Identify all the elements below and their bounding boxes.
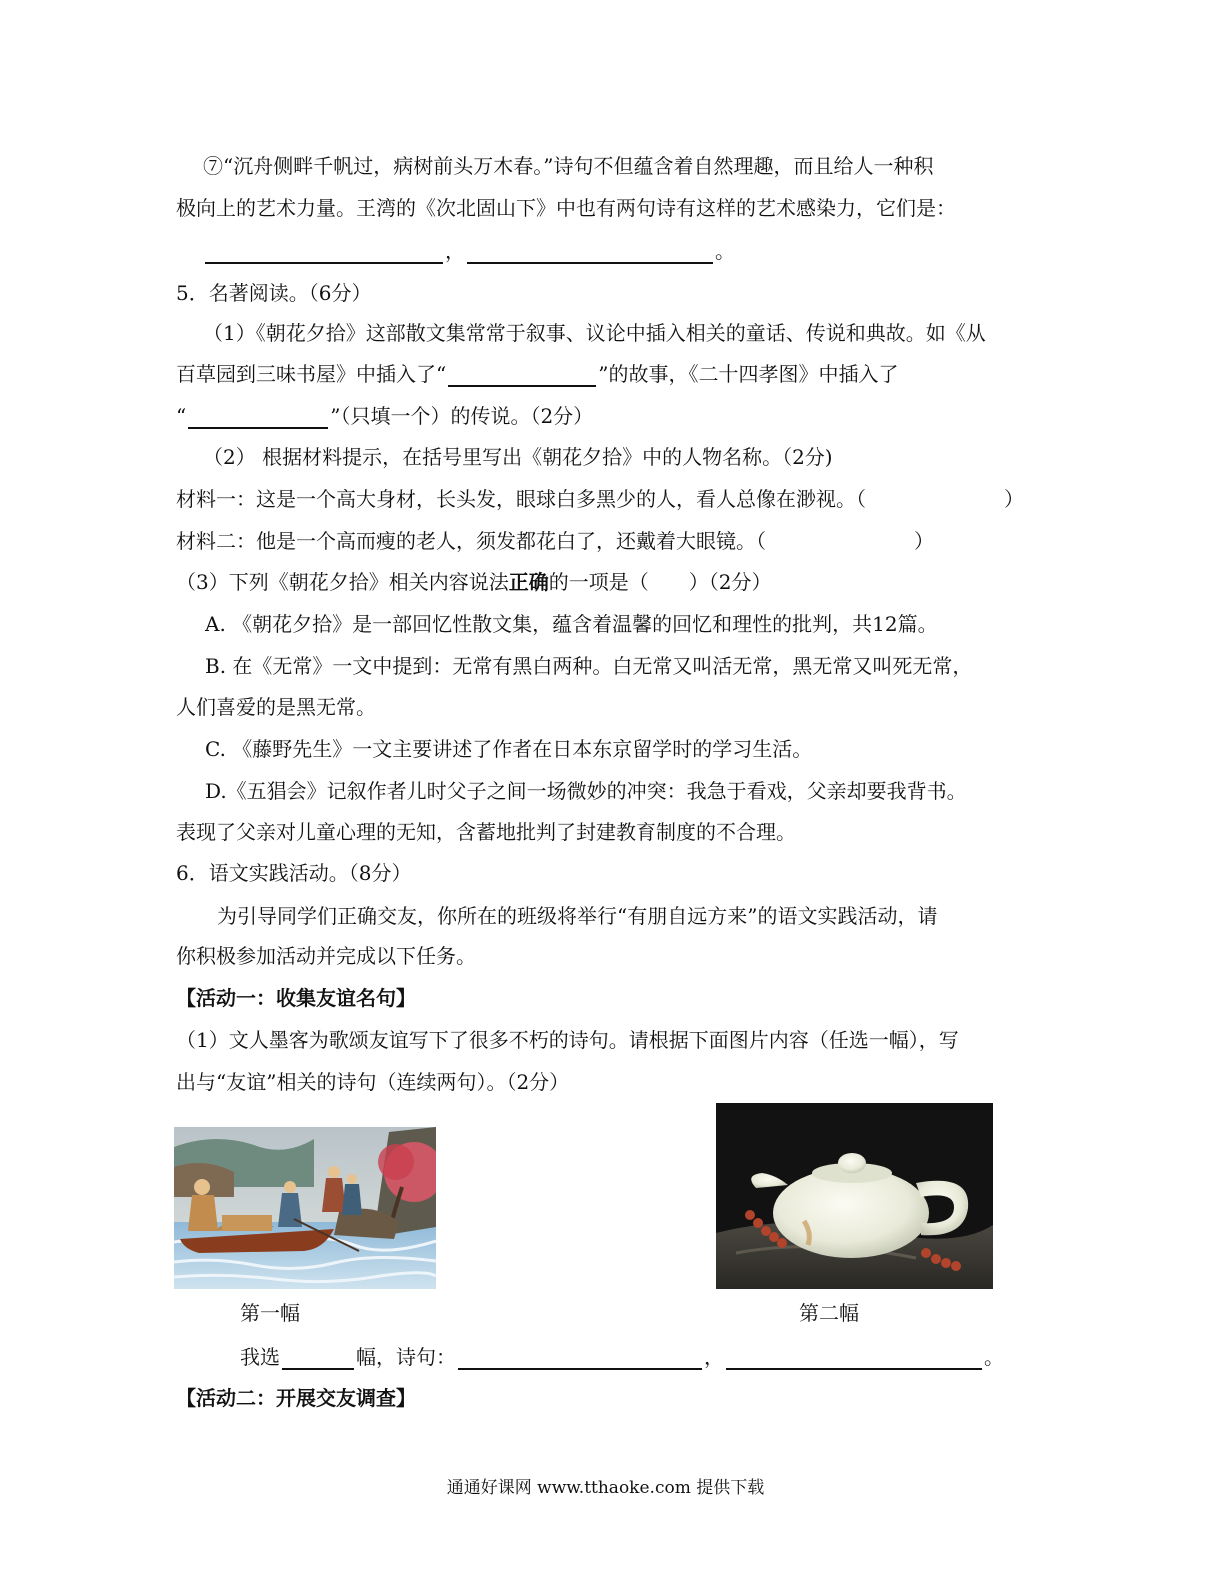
q5-material-2: 材料二：他是一个高而瘦的老人，须发都花白了，还戴着大眼镜。（	[176, 529, 766, 553]
option-d-line1: D.《五猖会》记叙作者儿时父子之间一场微妙的冲突：我急于看戏，父亲却要我背书。	[205, 779, 967, 803]
answer-blank[interactable]	[448, 365, 596, 387]
q6-p1-line2: 出与“友谊”相关的诗句（连续两句）。（2分）	[176, 1070, 570, 1094]
option-b-line2: 人们喜爱的是黑无常。	[176, 695, 376, 719]
boat-painting-image	[174, 1127, 436, 1289]
answer-blank[interactable]	[726, 1348, 982, 1370]
image-one-caption: 第一幅	[240, 1301, 300, 1325]
q5-p1-line2: 百草园到三味书屋》中插入了“ ”的故事，《二十四孝图》中插入了	[176, 362, 899, 386]
q5-p2: （2） 根据材料提示，在括号里写出《朝花夕拾》中的人物名称。（2分)	[203, 445, 833, 469]
option-b-line1: B. 在《无常》一文中提到：无常有黑白两种。白无常又叫活无常，黑无常又叫死无常，	[205, 654, 973, 678]
q5-material-2-end: ）	[914, 529, 934, 553]
activity-one-heading: 【活动一：收集友谊名句】	[176, 986, 416, 1010]
q6-intro-line1: 为引导同学们正确交友，你所在的班级将举行“有朋自远方来”的语文实践活动，请	[217, 904, 938, 928]
answer-blank[interactable]	[458, 1348, 702, 1370]
option-d-line2: 表现了父亲对儿童心理的无知，含蓄地批判了封建教育制度的不合理。	[176, 820, 796, 844]
activity-one-answer-line: 我选 幅，诗句： ， 。	[240, 1345, 1004, 1369]
q5-material-1: 材料一：这是一个高大身材，长头发，眼球白多黑少的人，看人总像在渺视。（	[176, 487, 866, 511]
jade-teapot-image	[716, 1103, 993, 1289]
q5-p1-line3: “ ”（只填一个）的传说。（2分）	[176, 404, 594, 428]
answer-blank[interactable]	[205, 242, 443, 264]
option-a: A. 《朝花夕拾》是一部回忆性散文集，蕴含着温馨的回忆和理性的批判，共12篇。	[205, 612, 938, 636]
q4-7-answer-line: ， 。	[203, 238, 735, 264]
option-c: C. 《藤野先生》一文主要讲述了作者在日本东京留学时的学习生活。	[205, 737, 813, 761]
page-footer: 通通好课网 www.tthaoke.com 提供下载	[446, 1478, 765, 1498]
answer-blank[interactable]	[188, 407, 328, 429]
q4-7-line1: ⑦“沉舟侧畔千帆过，病树前头万木春。”诗句不但蕴含着自然理趣，而且给人一种积	[203, 154, 934, 178]
q5-title: 5．名著阅读。（6分）	[176, 281, 372, 305]
q5-p1-line1: （1）《朝花夕拾》这部散文集常常于叙事、议论中插入相关的童话、传说和典故。如《从	[203, 321, 986, 345]
q6-intro-line2: 你积极参加活动并完成以下任务。	[176, 944, 476, 968]
q5-material-1-end: ）	[1004, 487, 1024, 511]
answer-blank[interactable]	[282, 1348, 354, 1370]
activity-two-heading: 【活动二：开展交友调查】	[176, 1386, 416, 1410]
answer-blank[interactable]	[467, 242, 713, 264]
q5-p3: （3）下列《朝花夕拾》相关内容说法正确的一项是（ ）（2分）	[176, 570, 772, 594]
image-two-caption: 第二幅	[799, 1301, 859, 1325]
q6-title: 6．语文实践活动。（8分）	[176, 861, 412, 885]
q6-p1-line1: （1）文人墨客为歌颂友谊写下了很多不朽的诗句。请根据下面图片内容（任选一幅），写	[176, 1028, 959, 1052]
q4-7-line2: 极向上的艺术力量。王湾的《次北固山下》中也有两句诗有这样的艺术感染力，它们是：	[176, 196, 956, 220]
